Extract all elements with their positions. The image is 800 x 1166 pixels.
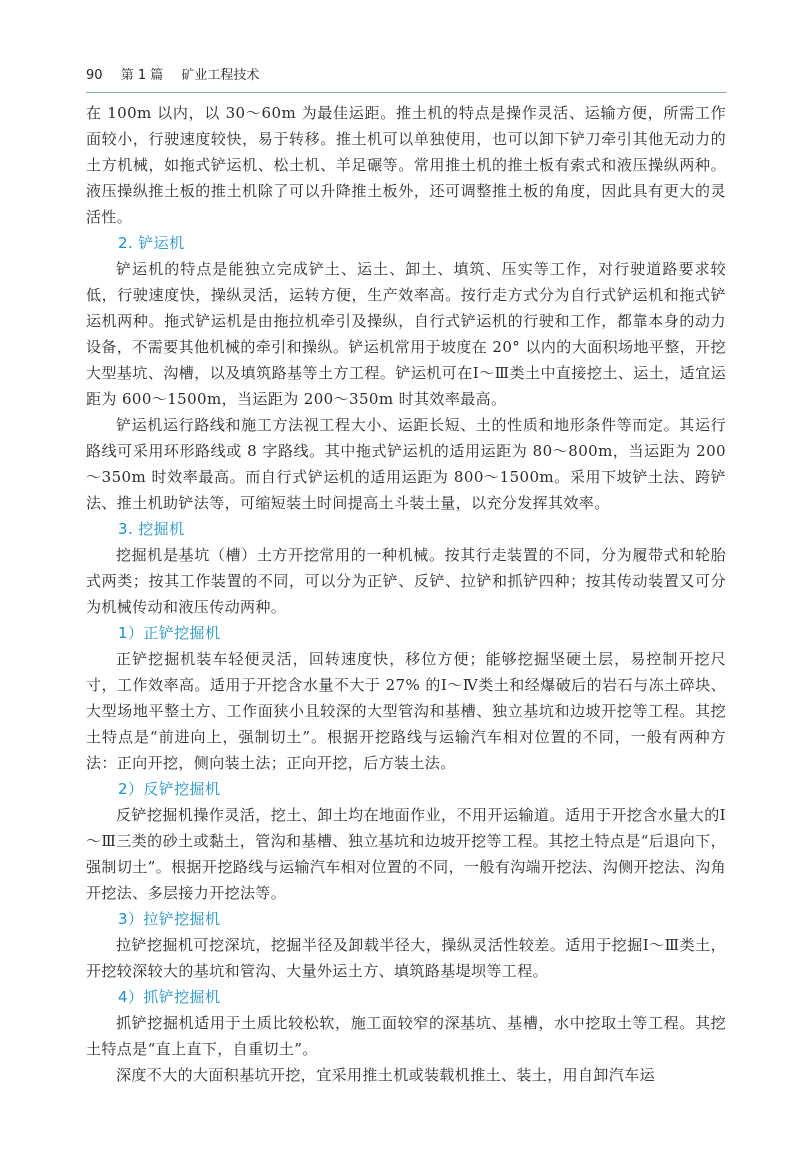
page-header [86,64,726,83]
paragraph-scraper-intro: 铲运机的特点是能独立完成铲土、运土、卸土、填筑、压实等工作，对行驶道路要求较低，行驶速度快，操纵灵活，运转方便，生产效率高。按行走方式分为自行式铲运机和拖式铲运机两种。拖式铲运机是由拖拉机牵引及操纵，自行式铲运机的行驶和工作，都靠本身的动力设备，不需要其他机械的牵引和操纵。铲运机常用于坡度在 20° 以内的大面积场地平整，开挖大型基坑、沟槽，以及填筑路基等土方工程。铲运机可在Ⅰ～Ⅲ类土中直接挖土、运土，适宜运距为 600～1500m，当运距为 200～350m 时其效率最高。 [86,260,726,408]
heading-backhoe: 2）反铲挖掘机 [118,780,221,798]
paragraph-scraper-routes: 铲运机运行路线和施工方法视工程大小、运距长短、土的性质和地形条件等而定。其运行路线可采用环形路线或 8 字路线。其中拖式铲运机的适用运距为 80～800m，当运距为 200～350m 时效率最高。而自行式铲运机的适用运距为 800～1500m。采用下坡铲土法、跨铲法、推土机助铲法等，可缩短装土时间提高土斗装土量，以充分发挥其效率。 [86,416,726,512]
page-number: 90 [86,68,103,83]
heading-front-shovel: 1）正铲挖掘机 [118,624,221,642]
chapter-title: 矿业工程技术 [181,68,260,83]
chapter-label: 第 1 篇 [120,68,164,83]
page-body [86,100,726,1088]
paragraph-excavator-intro: 挖掘机是基坑（槽）土方开挖常用的一种机械。按其行走装置的不同，分为履带式和轮胎式两类；按其工作装置的不同，可以分为正铲、反铲、拉铲和抓铲四种；按其传动装置又可分为机械传动和液压传动两种。 [86,546,726,616]
heading-scraper: 2. 铲运机 [118,234,185,252]
heading-dragline: 3）拉铲挖掘机 [118,910,221,928]
heading-excavator: 3. 挖掘机 [118,520,185,538]
paragraph-bulldozer-cont: 在 100m 以内，以 30～60m 为最佳运距。推土机的特点是操作灵活、运输方便，所需工作面较小，行驶速度较快，易于转移。推土机可以单独使用，也可以卸下铲刀牵引其他无动力的土方机械，如拖式铲运机、松土机、羊足碾等。常用推土机的推土板有索式和液压操纵两种。液压操纵推土板的推土机除了可以升降推土板外，还可调整推土板的角度，因此具有更大的灵活性。 [86,104,726,226]
paragraph-large-pit: 深度不大的大面积基坑开挖，宜采用推土机或装载机推土、装土，用自卸汽车运 [116,1066,656,1084]
paragraph-dragline: 拉铲挖掘机可挖深坑，挖掘半径及卸载半径大，操纵灵活性较差。适用于挖掘Ⅰ～Ⅲ类土，开挖较深较大的基坑和管沟、大量外运土方、填筑路基堤坝等工程。 [86,936,726,980]
paragraph-clamshell: 抓铲挖掘机适用于土质比较松软，施工面较窄的深基坑、基槽，水中挖取土等工程。其挖土特点是“直上直下，自重切土”。 [86,1014,726,1058]
paragraph-front-shovel: 正铲挖掘机装车轻便灵活，回转速度快，移位方便；能够挖掘坚硬土层，易控制开挖尺寸，工作效率高。适用于开挖含水量不大于 27% 的Ⅰ～Ⅳ类土和经爆破后的岩石与冻土碎块、大型场地平整土方、工作面狭小且较深的大型管沟和基槽、独立基坑和边坡开挖等工程。其挖土特点是“前进向上，强制切土”。根据开挖路线与运输汽车相对位置的不同，一般有两种方法：正向开挖，侧向装土法；正向开挖，后方装土法。 [86,650,726,772]
header-divider [86,92,726,93]
heading-clamshell: 4）抓铲挖掘机 [118,988,221,1006]
paragraph-backhoe: 反铲挖掘机操作灵活，挖土、卸土均在地面作业，不用开运输道。适用于开挖含水量大的Ⅰ～Ⅲ三类的砂土或黏土，管沟和基槽、独立基坑和边坡开挖等工程。其挖土特点是“后退向下，强制切土”。根据开挖路线与运输汽车相对位置的不同，一般有沟端开挖法、沟侧开挖法、沟角开挖法、多层接力开挖法等。 [86,806,726,902]
